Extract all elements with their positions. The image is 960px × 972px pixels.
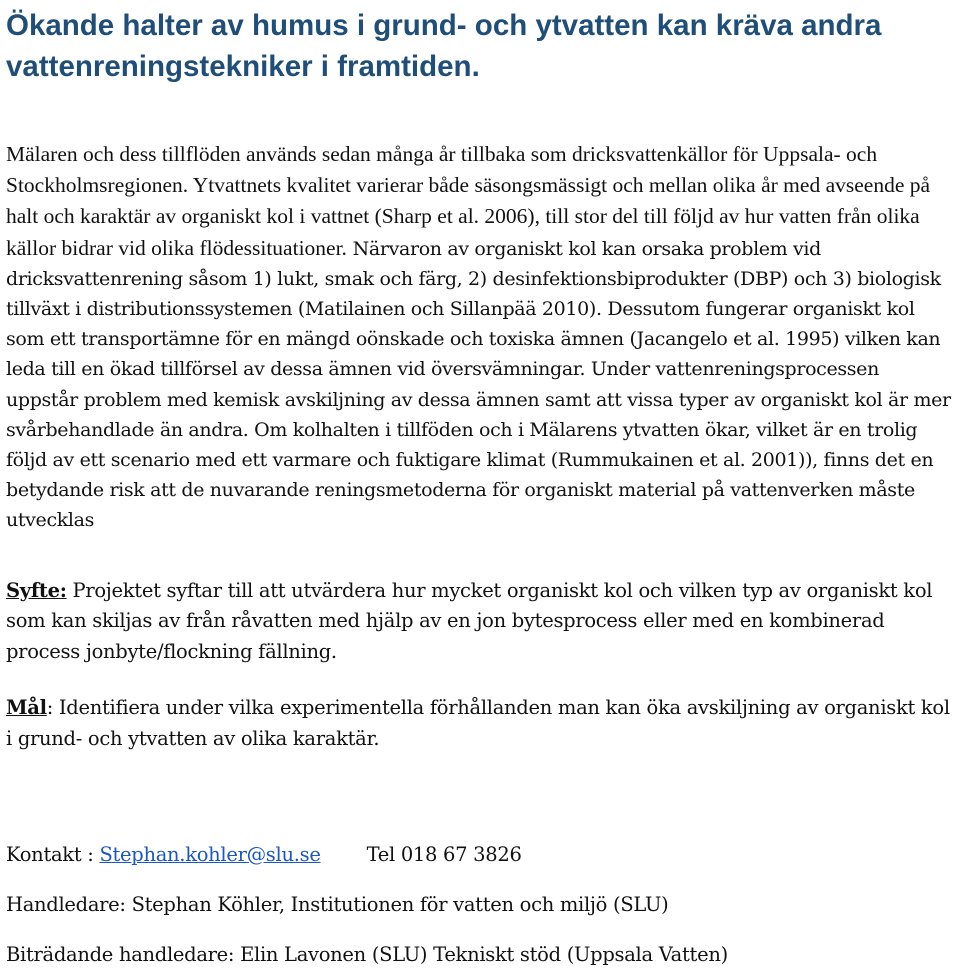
- email-link[interactable]: Stephan.kohler@slu.se: [99, 843, 321, 866]
- supervisor-line: Handledare: Stephan Köhler, Institutionen för vatten och miljö (SLU): [6, 893, 669, 916]
- mal-label: Mål: [6, 696, 47, 720]
- syfte-paragraph: [6, 576, 956, 668]
- intro-text-part1: Mälaren och dess tillflöden används sedan många år tillbaka som dricksvattenkällor för Uppsala- och Stockholmsregionen. Ytvattnets kvalitet varierar både säsongsmässigt och mellan olika år med avseende på halt och karaktär av organiskt kol i vattnet (Sharp et al. 2006), till stor del till följd av hur vatten från olika källor bidrar vid olika flödessituationer.: [6, 142, 931, 260]
- phone-number: Tel 018 67 3826: [366, 843, 522, 866]
- contact-label: Kontakt :: [6, 843, 100, 866]
- intro-text-part2: Närvaron av organiskt kol kan orsaka problem vid dricksvattenrening såsom 1) lukt, smak och färg, 2) desinfektionsbiprodukter (DBP) och 3) biologisk tillväxt i distributionssystemen (Matilainen och Sillanpää 2010). Dessutom fungerar organiskt kol som ett transportämne för en mängd oönskade och toxiska ämnen (Jacangelo et al. 1995) vilken kan leda till en ökad tillförsel av dessa ämnen vid översvämningar. Under vattenreningsprocessen uppstår problem med kemisk avskiljning av dessa ämnen samt att vissa typer av organiskt kol är mer svårbehandlade än andra. Om kolhalten i tillföden och i Mälarens ytvatten ökar, vilket är en trolig följd av ett scenario med ett varmare och fuktigare klimat (Rummukainen et al. 2001)), finns det en betydande risk att de nuvarande reningsmetoderna för organiskt material på vattenverken måste utvecklas: [6, 237, 951, 532]
- mal-paragraph: [6, 693, 956, 754]
- syfte-label: Syfte:: [6, 578, 67, 602]
- contact-line: [6, 840, 956, 870]
- intro-paragraph: [6, 139, 956, 536]
- assistant-supervisor-line: Biträdande handledare: Elin Lavonen (SLU) Tekniskt stöd (Uppsala Vatten): [6, 943, 728, 966]
- page-title: Ökande halter av humus i grund- och ytvatten kan kräva andra vattenreningstekniker i framtiden.: [6, 9, 882, 83]
- contact-block: [6, 840, 956, 970]
- document-page: [6, 0, 956, 754]
- mal-text: : Identifiera under vilka experimentella förhållanden man kan öka avskiljning av organiskt kol i grund- och ytvatten av olika karaktär.: [6, 696, 950, 750]
- syfte-text: Projektet syftar till att utvärdera hur mycket organiskt kol och vilken typ av organiskt kol som kan skiljas av från råvatten med hjälp av en jon bytesprocess eller med en kombinerad process jonbyte/flockning fällning.: [6, 578, 933, 663]
